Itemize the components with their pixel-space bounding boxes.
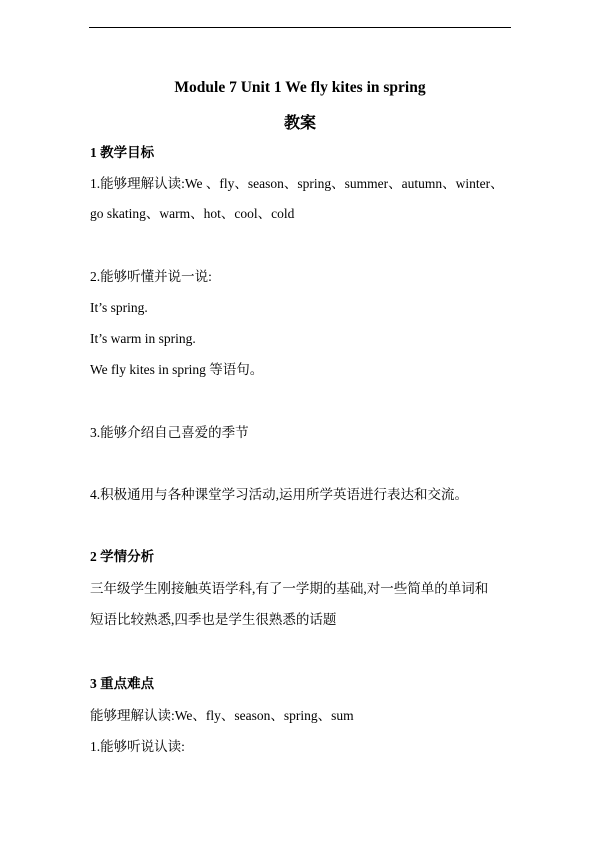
analysis-line-1: 三年级学生刚接触英语学科,有了一学期的基础,对一些简单的单词和 [90, 581, 489, 596]
document-subtitle: 教案 [283, 115, 316, 132]
section-heading-objectives: 1 教学目标 [90, 145, 155, 160]
section-heading-analysis: 2 学情分析 [90, 549, 155, 564]
objective-1-line-1: 1.能够理解认读:We 、fly、season、spring、summer、autumn、winter、 [90, 176, 504, 191]
objective-3: 3.能够介绍自己喜爱的季节 [90, 425, 249, 440]
objective-1-line-2: go skating、warm、hot、cool、cold [90, 206, 295, 221]
section-heading-key-points: 3 重点难点 [90, 676, 155, 691]
key-points-line-1: 能够理解认读:We、fly、season、spring、sum [90, 708, 354, 723]
analysis-line-2: 短语比较熟悉,四季也是学生很熟悉的话题 [90, 612, 337, 627]
header-rule [89, 27, 511, 28]
objective-2-sentence-3: We fly kites in spring 等语句。 [90, 362, 264, 377]
objective-4: 4.积极通用与各种课堂学习活动,运用所学英语进行表达和交流。 [90, 487, 468, 502]
objective-2-intro: 2.能够听懂并说一说: [90, 269, 212, 284]
key-points-line-2: 1.能够听说认读: [90, 739, 185, 754]
objective-2-sentence-1: It’s spring. [90, 300, 148, 315]
document-title: Module 7 Unit 1 We fly kites in spring [174, 79, 426, 96]
objective-2-sentence-2: It’s warm in spring. [90, 331, 196, 346]
